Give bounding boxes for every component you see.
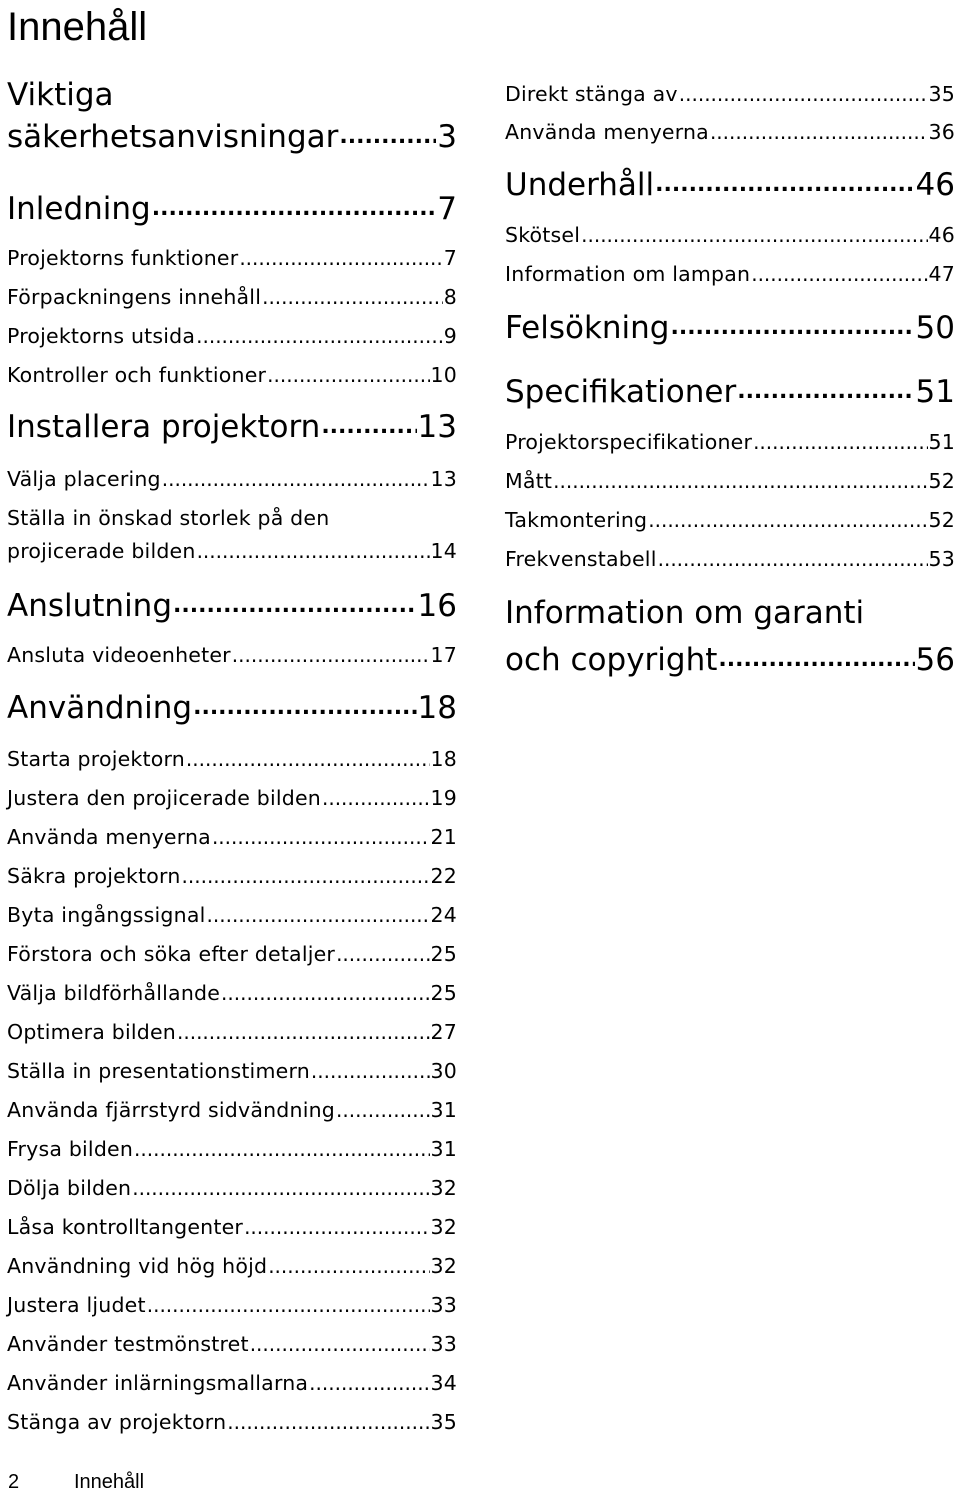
toc-entry-label: Direkt stänga av xyxy=(505,82,678,106)
toc-entry[interactable] xyxy=(7,978,457,1008)
toc-entry-label: Byta ingångssignal xyxy=(7,903,206,927)
toc-entry-label: Använda menyerna xyxy=(7,825,211,849)
toc-entry-label: Användning vid hög höjd xyxy=(7,1254,268,1278)
toc-entry[interactable] xyxy=(7,1407,457,1437)
toc-entry-label: Projektorspecifikationer xyxy=(505,430,753,454)
footer-section-title: Innehåll xyxy=(74,1471,145,1493)
toc-entry-label: Förpackningens innehåll xyxy=(7,285,262,309)
toc-page-number: 24 xyxy=(430,903,457,927)
leader-dots xyxy=(268,1251,429,1281)
toc-entry-label: Justera ljudet xyxy=(7,1293,146,1317)
toc-entry-specifikationer[interactable] xyxy=(505,371,955,413)
toc-entry-anslutning[interactable] xyxy=(7,585,457,627)
toc-entry-viktiga[interactable] xyxy=(7,74,457,158)
leader-dots xyxy=(581,220,927,250)
toc-page-number: 30 xyxy=(430,1059,457,1083)
toc-entry[interactable] xyxy=(7,1329,457,1359)
toc-page-number: 51 xyxy=(915,374,955,410)
leader-dots xyxy=(244,1212,429,1242)
leader-dots xyxy=(737,371,914,413)
toc-entry[interactable] xyxy=(7,1017,457,1047)
toc-page-number: 47 xyxy=(928,262,955,286)
toc-entry[interactable] xyxy=(7,1095,457,1125)
toc-page-number: 17 xyxy=(430,643,457,667)
toc-entry-garanti[interactable] xyxy=(505,592,955,681)
toc-entry-label: Säkra projektorn xyxy=(7,864,181,888)
page-title: Innehåll xyxy=(7,5,148,49)
toc-entry-label: Starta projektorn xyxy=(7,747,185,771)
toc-entry-label: Mått xyxy=(505,469,553,493)
leader-dots xyxy=(239,243,442,273)
toc-entry-label: Stänga av projektorn xyxy=(7,1410,227,1434)
toc-page-number: 22 xyxy=(430,864,457,888)
toc-page-number: 46 xyxy=(915,167,955,203)
toc-entry[interactable] xyxy=(7,1134,457,1164)
toc-page-number: 18 xyxy=(430,747,457,771)
toc-entry[interactable] xyxy=(7,783,457,813)
toc-entry[interactable] xyxy=(505,466,955,496)
toc-page-number: 46 xyxy=(928,223,955,247)
leader-dots xyxy=(339,116,436,158)
toc-entry-label: Ställa in presentationstimern xyxy=(7,1059,310,1083)
toc-entry[interactable] xyxy=(7,1212,457,1242)
leader-dots xyxy=(670,307,914,349)
toc-entry[interactable] xyxy=(7,360,457,390)
toc-page-number: 16 xyxy=(417,588,457,624)
toc-page-number: 34 xyxy=(430,1371,457,1395)
toc-entry-label: Projektorns funktioner xyxy=(7,246,239,270)
toc-page-number: 25 xyxy=(430,942,457,966)
leader-dots xyxy=(553,466,927,496)
toc-page-number: 13 xyxy=(417,409,457,445)
toc-page-number: 9 xyxy=(443,324,457,348)
toc-entry-label: Frekvenstabell xyxy=(505,547,657,571)
leader-dots xyxy=(152,188,437,230)
toc-page-number: 13 xyxy=(430,467,457,491)
leader-dots xyxy=(309,1368,429,1398)
leader-dots xyxy=(173,585,417,627)
toc-entry-underhall[interactable] xyxy=(505,164,955,206)
toc-entry[interactable] xyxy=(7,243,457,273)
toc-page-number: 53 xyxy=(928,547,955,571)
toc-page-number: 35 xyxy=(430,1410,457,1434)
toc-page-number: 31 xyxy=(430,1137,457,1161)
toc-page-number: 36 xyxy=(928,120,955,144)
footer-page-number: 2 xyxy=(8,1471,20,1493)
toc-entry[interactable] xyxy=(505,427,955,457)
toc-page-number: 32 xyxy=(430,1254,457,1278)
toc-entry[interactable] xyxy=(505,117,955,147)
toc-entry[interactable] xyxy=(7,1290,457,1320)
page-footer xyxy=(8,1468,144,1496)
toc-entry-label: Skötsel xyxy=(505,223,581,247)
toc-page-number: 52 xyxy=(928,508,955,532)
toc-entry[interactable] xyxy=(505,220,955,250)
toc-entry[interactable] xyxy=(7,1173,457,1203)
toc-page-number: 50 xyxy=(915,310,955,346)
toc-entry[interactable] xyxy=(505,259,955,289)
toc-entry[interactable] xyxy=(7,744,457,774)
toc-page-number: 33 xyxy=(430,1293,457,1317)
leader-dots xyxy=(655,164,914,206)
toc-page-number: 19 xyxy=(430,786,457,810)
leader-dots xyxy=(751,259,927,289)
toc-entry-label: Projektorns utsida xyxy=(7,324,196,348)
toc-entry-label: Information om garanti xyxy=(505,595,865,631)
leader-dots xyxy=(321,406,416,448)
toc-entry-installera[interactable] xyxy=(7,406,457,448)
toc-entry-label: Information om lampan xyxy=(505,262,751,286)
toc-page-number: 7 xyxy=(443,246,457,270)
toc-entry[interactable] xyxy=(7,900,457,930)
toc-page-number: 33 xyxy=(430,1332,457,1356)
leader-dots xyxy=(162,464,430,494)
toc-page-number: 51 xyxy=(928,430,955,454)
toc-entry[interactable] xyxy=(7,321,457,351)
leader-dots xyxy=(207,900,430,930)
toc-entry-label: Optimera bilden xyxy=(7,1020,176,1044)
leader-dots xyxy=(262,282,443,312)
leader-dots xyxy=(311,1056,430,1086)
toc-entry-label: och copyright xyxy=(505,642,718,678)
toc-entry-label: Användning xyxy=(7,690,193,726)
leader-dots xyxy=(134,1134,429,1164)
toc-entry-label: Låsa kontrolltangenter xyxy=(7,1215,244,1239)
toc-entry[interactable] xyxy=(7,861,457,891)
leader-dots xyxy=(336,1095,430,1125)
leader-dots xyxy=(177,1017,430,1047)
toc-entry-label: Välja placering xyxy=(7,467,161,491)
toc-page-number: 14 xyxy=(430,539,457,563)
toc-entry[interactable] xyxy=(7,939,457,969)
leader-dots xyxy=(658,544,928,574)
toc-entry-label: Använda fjärrstyrd sidvändning xyxy=(7,1098,335,1122)
leader-dots xyxy=(679,79,928,109)
leader-dots xyxy=(186,744,430,774)
toc-entry[interactable] xyxy=(505,544,955,574)
leader-dots xyxy=(182,861,430,891)
toc-entry-label: Inledning xyxy=(7,191,151,227)
toc-entry-label: Anslutning xyxy=(7,588,173,624)
leader-dots xyxy=(196,321,443,351)
toc-entry-label: Ställa in önskad storlek på den xyxy=(7,506,330,530)
toc-entry-label: projicerade bilden xyxy=(7,539,196,563)
toc-page-number: 3 xyxy=(437,119,457,155)
leader-dots xyxy=(227,1407,429,1437)
toc-page-number: 18 xyxy=(417,690,457,726)
leader-dots xyxy=(322,783,430,813)
toc-page-number: 31 xyxy=(430,1098,457,1122)
toc-entry[interactable] xyxy=(7,464,457,494)
leader-dots xyxy=(197,536,430,566)
toc-entry-label: Välja bildförhållande xyxy=(7,981,221,1005)
toc-entry-label: Takmontering xyxy=(505,508,648,532)
leader-dots xyxy=(336,939,429,969)
toc-entry-label: Kontroller och funktioner xyxy=(7,363,267,387)
leader-dots xyxy=(267,360,429,390)
leader-dots xyxy=(250,1329,430,1359)
toc-page-number: 52 xyxy=(928,469,955,493)
toc-entry-label: Använder testmönstret xyxy=(7,1332,249,1356)
toc-page-number: 10 xyxy=(430,363,457,387)
toc-entry[interactable] xyxy=(7,1368,457,1398)
toc-entry-anvandning[interactable] xyxy=(7,687,457,729)
leader-dots xyxy=(147,1290,430,1320)
toc-page-number: 8 xyxy=(443,285,457,309)
leader-dots xyxy=(710,117,928,147)
toc-page-number: 32 xyxy=(430,1215,457,1239)
toc-page-number: 7 xyxy=(437,191,457,227)
toc-entry-label: Viktiga xyxy=(7,77,114,113)
toc-entry[interactable] xyxy=(505,79,955,109)
toc-entry-label: Justera den projicerade bilden xyxy=(7,786,321,810)
toc-entry-felsokning[interactable] xyxy=(505,307,955,349)
toc-page-number: 32 xyxy=(430,1176,457,1200)
toc-entry[interactable] xyxy=(7,503,457,566)
leader-dots xyxy=(212,822,430,852)
toc-entry[interactable] xyxy=(7,1251,457,1281)
toc-entry-label: Frysa bilden xyxy=(7,1137,134,1161)
toc-entry[interactable] xyxy=(7,640,457,670)
toc-page-number: 56 xyxy=(915,642,955,678)
toc-page-number: 21 xyxy=(430,825,457,849)
toc-entry[interactable] xyxy=(7,282,457,312)
toc-entry[interactable] xyxy=(505,505,955,535)
leader-dots xyxy=(232,640,430,670)
leader-dots xyxy=(753,427,927,457)
toc-entry-label: Förstora och söka efter detaljer xyxy=(7,942,336,966)
leader-dots xyxy=(648,505,927,535)
toc-entry[interactable] xyxy=(7,1056,457,1086)
toc-page-number: 27 xyxy=(430,1020,457,1044)
toc-entry[interactable] xyxy=(7,822,457,852)
toc-entry-label: Underhåll xyxy=(505,167,655,203)
toc-entry-label: Använda menyerna xyxy=(505,120,709,144)
leader-dots xyxy=(221,978,429,1008)
toc-entry-label: Dölja bilden xyxy=(7,1176,132,1200)
toc-entry-label: Använder inlärningsmallarna xyxy=(7,1371,309,1395)
leader-dots xyxy=(718,639,914,681)
toc-entry-label: Ansluta videoenheter xyxy=(7,643,231,667)
toc-entry-inledning[interactable] xyxy=(7,188,457,230)
toc-page-number: 25 xyxy=(430,981,457,1005)
leader-dots xyxy=(193,687,416,729)
toc-entry-label: Installera projektorn xyxy=(7,409,321,445)
toc-entry-label: säkerhetsanvisningar xyxy=(7,119,339,155)
toc-entry-label: Specifikationer xyxy=(505,374,737,410)
leader-dots xyxy=(132,1173,429,1203)
toc-page-number: 35 xyxy=(928,82,955,106)
toc-entry-label: Felsökning xyxy=(505,310,670,346)
